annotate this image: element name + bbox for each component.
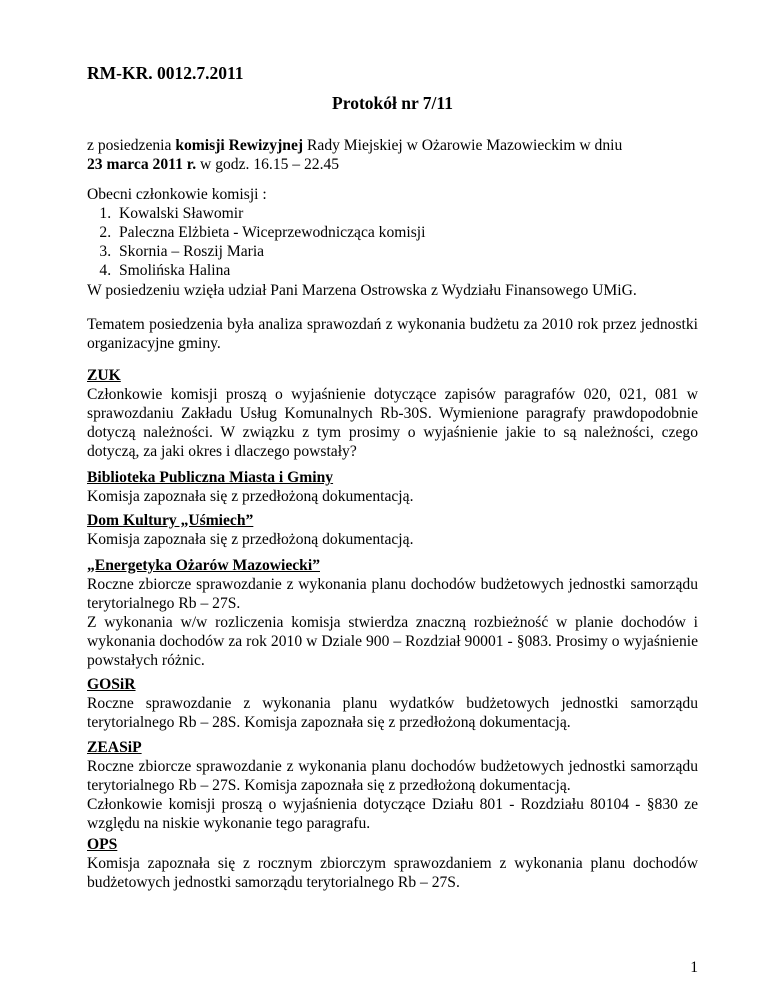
section-text: Komisja zapoznała się z przedłożoną dokumentacją. xyxy=(87,488,414,505)
section-text: Z wykonania w/w rozliczenia komisja stwierdza znaczną rozbieżność w planie dochodów i wykonania dochodów za rok 2010 w Dziale 900 – Rozdział 90001 - §083. Prosimy o wyjaśnienie powstałych różnic. xyxy=(87,614,698,669)
section-text: Roczne zbiorcze sprawozdanie z wykonania planu dochodów budżetowych jednostki samorządu terytorialnego Rb – 27S. Komisja zapoznała się z przedłożoną dokumentacją. xyxy=(87,758,698,794)
attendance-paragraph: W posiedzeniu wzięła udział Pani Marzena Ostrowska z Wydziału Finansowego UMiG. xyxy=(87,282,637,299)
section-heading: OPS xyxy=(87,836,118,853)
section-text: Komisja zapoznała się z przedłożoną dokumentacją. xyxy=(87,531,414,548)
section-text: Członkowie komisji proszą o wyjaśnienia dotyczące Działu 801 - Rozdziału 80104 - §830 ze względu na niskie wykonanie tego paragrafu. xyxy=(87,796,698,832)
section-energy xyxy=(87,556,698,670)
section-text: Roczne zbiorcze sprawozdanie z wykonania planu dochodów budżetowych jednostki samorządu terytorialnego Rb – 27S. xyxy=(87,576,698,612)
section-heading: ZUK xyxy=(87,367,121,384)
page-title: Protokół nr 7/11 xyxy=(332,93,453,113)
intro-text-2: Rady Miejskiej w Ożarowie Mazowieckim w dniu xyxy=(303,137,623,154)
list-item: 4. Smolińska Halina xyxy=(115,261,698,280)
list-item: 3. Skornia – Roszij Maria xyxy=(115,242,698,261)
members-label: Obecni członkowie komisji : xyxy=(87,186,267,203)
section-text: Roczne sprawozdanie z wykonania planu wydatków budżetowych jednostki samorządu terytorialnego Rb – 28S. Komisja zapoznała się z przedłożoną dokumentacją. xyxy=(87,695,698,731)
intro-text-1: z posiedzenia xyxy=(87,137,176,154)
section-gosir xyxy=(87,675,698,732)
section-heading: GOSiR xyxy=(87,676,136,693)
list-item: 1. Kowalski Sławomir xyxy=(115,204,698,223)
topic-paragraph: Tematem posiedzenia była analiza sprawozdań z wykonania budżetu za 2010 rok przez jednostki organizacyjne gminy. xyxy=(87,316,698,352)
section-library xyxy=(87,468,698,506)
intro-text-3: w godz. 16.15 – 22.45 xyxy=(196,156,340,173)
members-block xyxy=(87,185,698,280)
intro-paragraph xyxy=(87,136,698,174)
committee-name: komisji Rewizyjnej xyxy=(175,137,304,154)
members-list xyxy=(87,204,698,280)
section-text: Komisja zapoznała się z rocznym zbiorczym sprawozdaniem z wykonania planu dochodów budżetowych jednostki samorządu terytorialnego Rb – 27S. xyxy=(87,855,698,891)
meeting-date: 23 marca 2011 r. xyxy=(87,156,197,173)
page-number: 1 xyxy=(690,959,698,976)
section-text: Członkowie komisji proszą o wyjaśnienie dotyczące zapisów paragrafów 020, 021, 081 w sprawozdaniu Zakładu Usług Komunalnych Rb-30S. Wymienione paragrafy prawdopodobnie dotyczą należności. W związku z tym prosimy o wyjaśnienie jakie to są należności, czego dotyczą, za jaki okres i dlaczego powstały? xyxy=(87,386,698,460)
section-heading: Dom Kultury „Uśmiech” xyxy=(87,512,254,529)
section-heading: ZEASiP xyxy=(87,739,142,756)
section-zuk xyxy=(87,366,698,461)
section-heading: Biblioteka Publiczna Miasta i Gminy xyxy=(87,469,334,486)
section-ops xyxy=(87,835,698,892)
section-zeasip xyxy=(87,738,698,833)
section-culture xyxy=(87,511,698,549)
list-item: 2. Paleczna Elżbieta - Wiceprzewodnicząca komisji xyxy=(115,223,698,242)
section-heading: „Energetyka Ożarów Mazowiecki” xyxy=(87,557,320,574)
document-reference: RM-KR. 0012.7.2011 xyxy=(87,63,244,83)
